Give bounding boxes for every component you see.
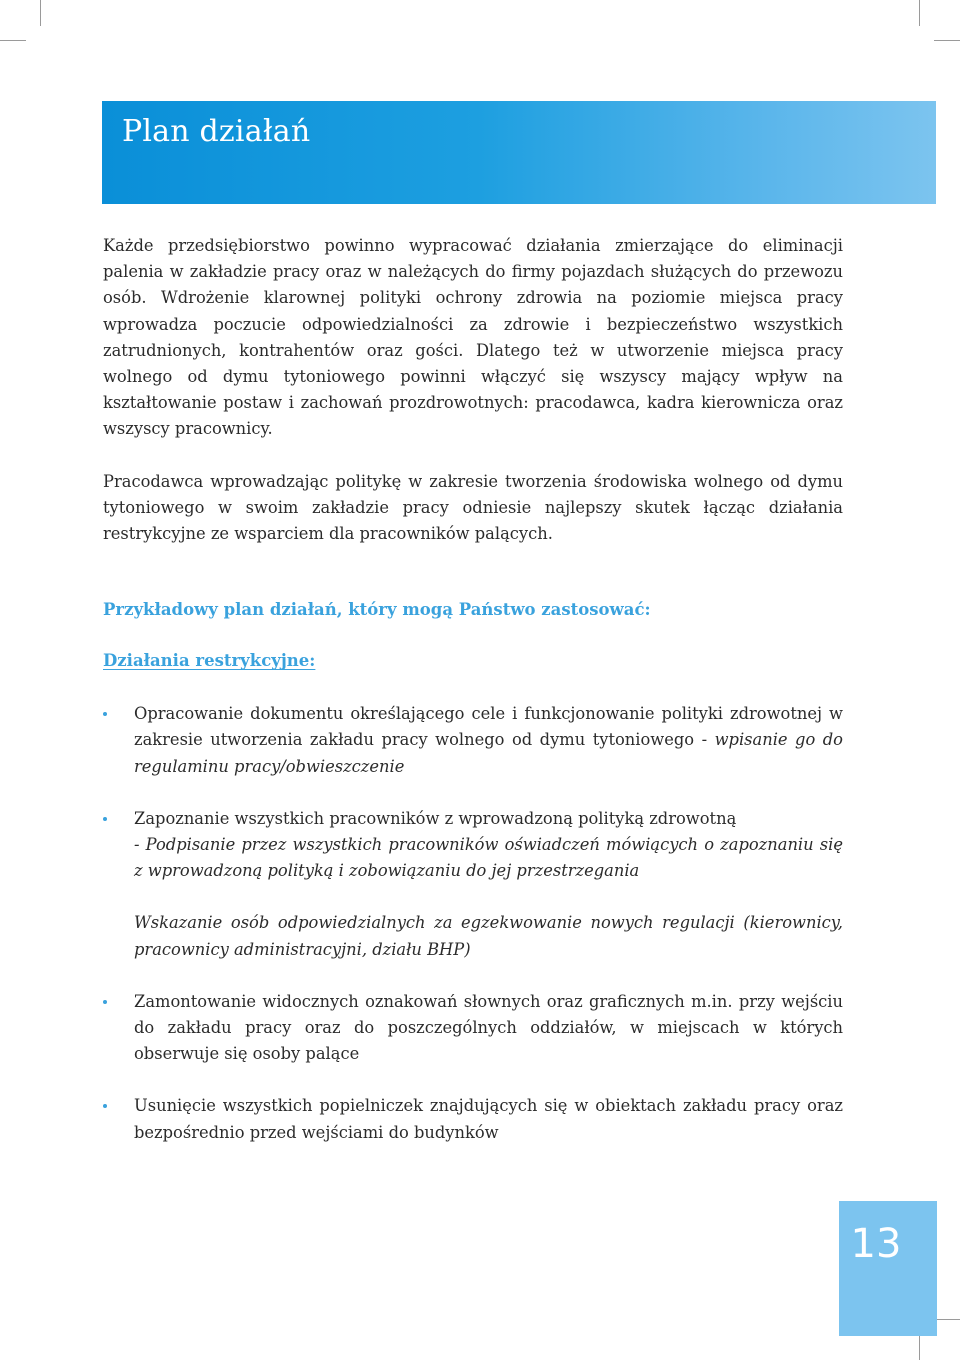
list-item-text: Usunięcie wszystkich popielniczek znajdujących się w obiektach zakładu pracy oraz bezpośrednio przed wejściami do budynków <box>134 1096 843 1142</box>
intro-paragraph: Pracodawca wprowadzając politykę w zakresie tworzenia środowiska wolnego od dymu tytoniowego w swoim zakładzie pracy odniesie najlepszy skutek łącząc działania restrykcyjne ze wsparciem dla pracowników palących. <box>103 471 843 544</box>
page-number: 13 <box>850 1221 902 1267</box>
crop-mark <box>934 40 960 41</box>
crop-mark <box>919 1334 920 1360</box>
list-item <box>103 1093 843 1145</box>
plan-heading: Przykładowy plan działań, który mogą Państwo zastosować: <box>103 600 651 620</box>
list-item-text: Zamontowanie widocznych oznakowań słownych oraz graficznych m.in. przy wejściu do zakładu pracy oraz do poszczególnych oddziałów, w miejscach w których obserwuje się osoby palące <box>134 991 843 1064</box>
bullet-icon <box>103 712 107 716</box>
bullet-icon <box>103 817 107 821</box>
list-item <box>103 806 843 963</box>
list-item-extra: Wskazanie osób odpowiedzialnych za egzekwowanie nowych regulacji (kierownicy, pracownicy administracyjni, działu BHP) <box>134 913 843 959</box>
bullet-icon <box>103 1000 107 1004</box>
document-body <box>103 233 843 1146</box>
list-item <box>103 701 843 780</box>
list-item-text: Opracowanie dokumentu określającego cele i funkcjonowanie polityki zdrowotnej w zakresie utworzenia zakładu pracy wolnego od dymu tytoniowego <box>134 704 843 750</box>
restrictive-actions-list <box>103 701 843 1146</box>
crop-mark <box>919 0 920 26</box>
bullet-icon <box>103 1104 107 1108</box>
section-banner <box>102 101 936 204</box>
restrictive-actions-heading: Działania restrykcyjne: <box>103 651 316 671</box>
list-item-dash: - <box>701 730 715 750</box>
crop-mark <box>40 0 41 26</box>
list-item-note: wpisanie go do regulaminu pracy/obwieszczenie <box>134 730 843 776</box>
page-title: Plan działań <box>122 114 311 149</box>
list-item-note: - Podpisanie przez wszystkich pracowników oświadczeń mówiących o zapoznaniu się z wprowadzoną polityką i zobowiązaniu do jej przestrzegania <box>134 835 843 881</box>
intro-paragraph: Każde przedsiębiorstwo powinno wypracować działania zmierzające do eliminacji palenia w zakładzie pracy oraz w należących do firmy pojazdach służących do przewozu osób. Wdrożenie klarownej polityki ochrony zdrowia na poziomie miejsca pracy wprowadza poczucie odpowiedzialności za zdrowie i bezpieczeństwo wszystkich zatrudnionych, kontrahentów oraz gości. Dlatego też w utworzenie miejsca pracy wolnego od dymu tytoniowego powinni włączyć się wszyscy mający wpływ na kształtowanie postaw i zachowań prozdrowotnych: pracodawca, kadra kierownicza oraz wszyscy pracownicy. <box>103 236 843 439</box>
list-item <box>103 989 843 1068</box>
crop-mark <box>0 40 26 41</box>
crop-mark <box>934 1319 960 1320</box>
page-number-box <box>839 1201 937 1336</box>
list-item-text: Zapoznanie wszystkich pracowników z wprowadzoną polityką zdrowotną <box>134 808 737 828</box>
